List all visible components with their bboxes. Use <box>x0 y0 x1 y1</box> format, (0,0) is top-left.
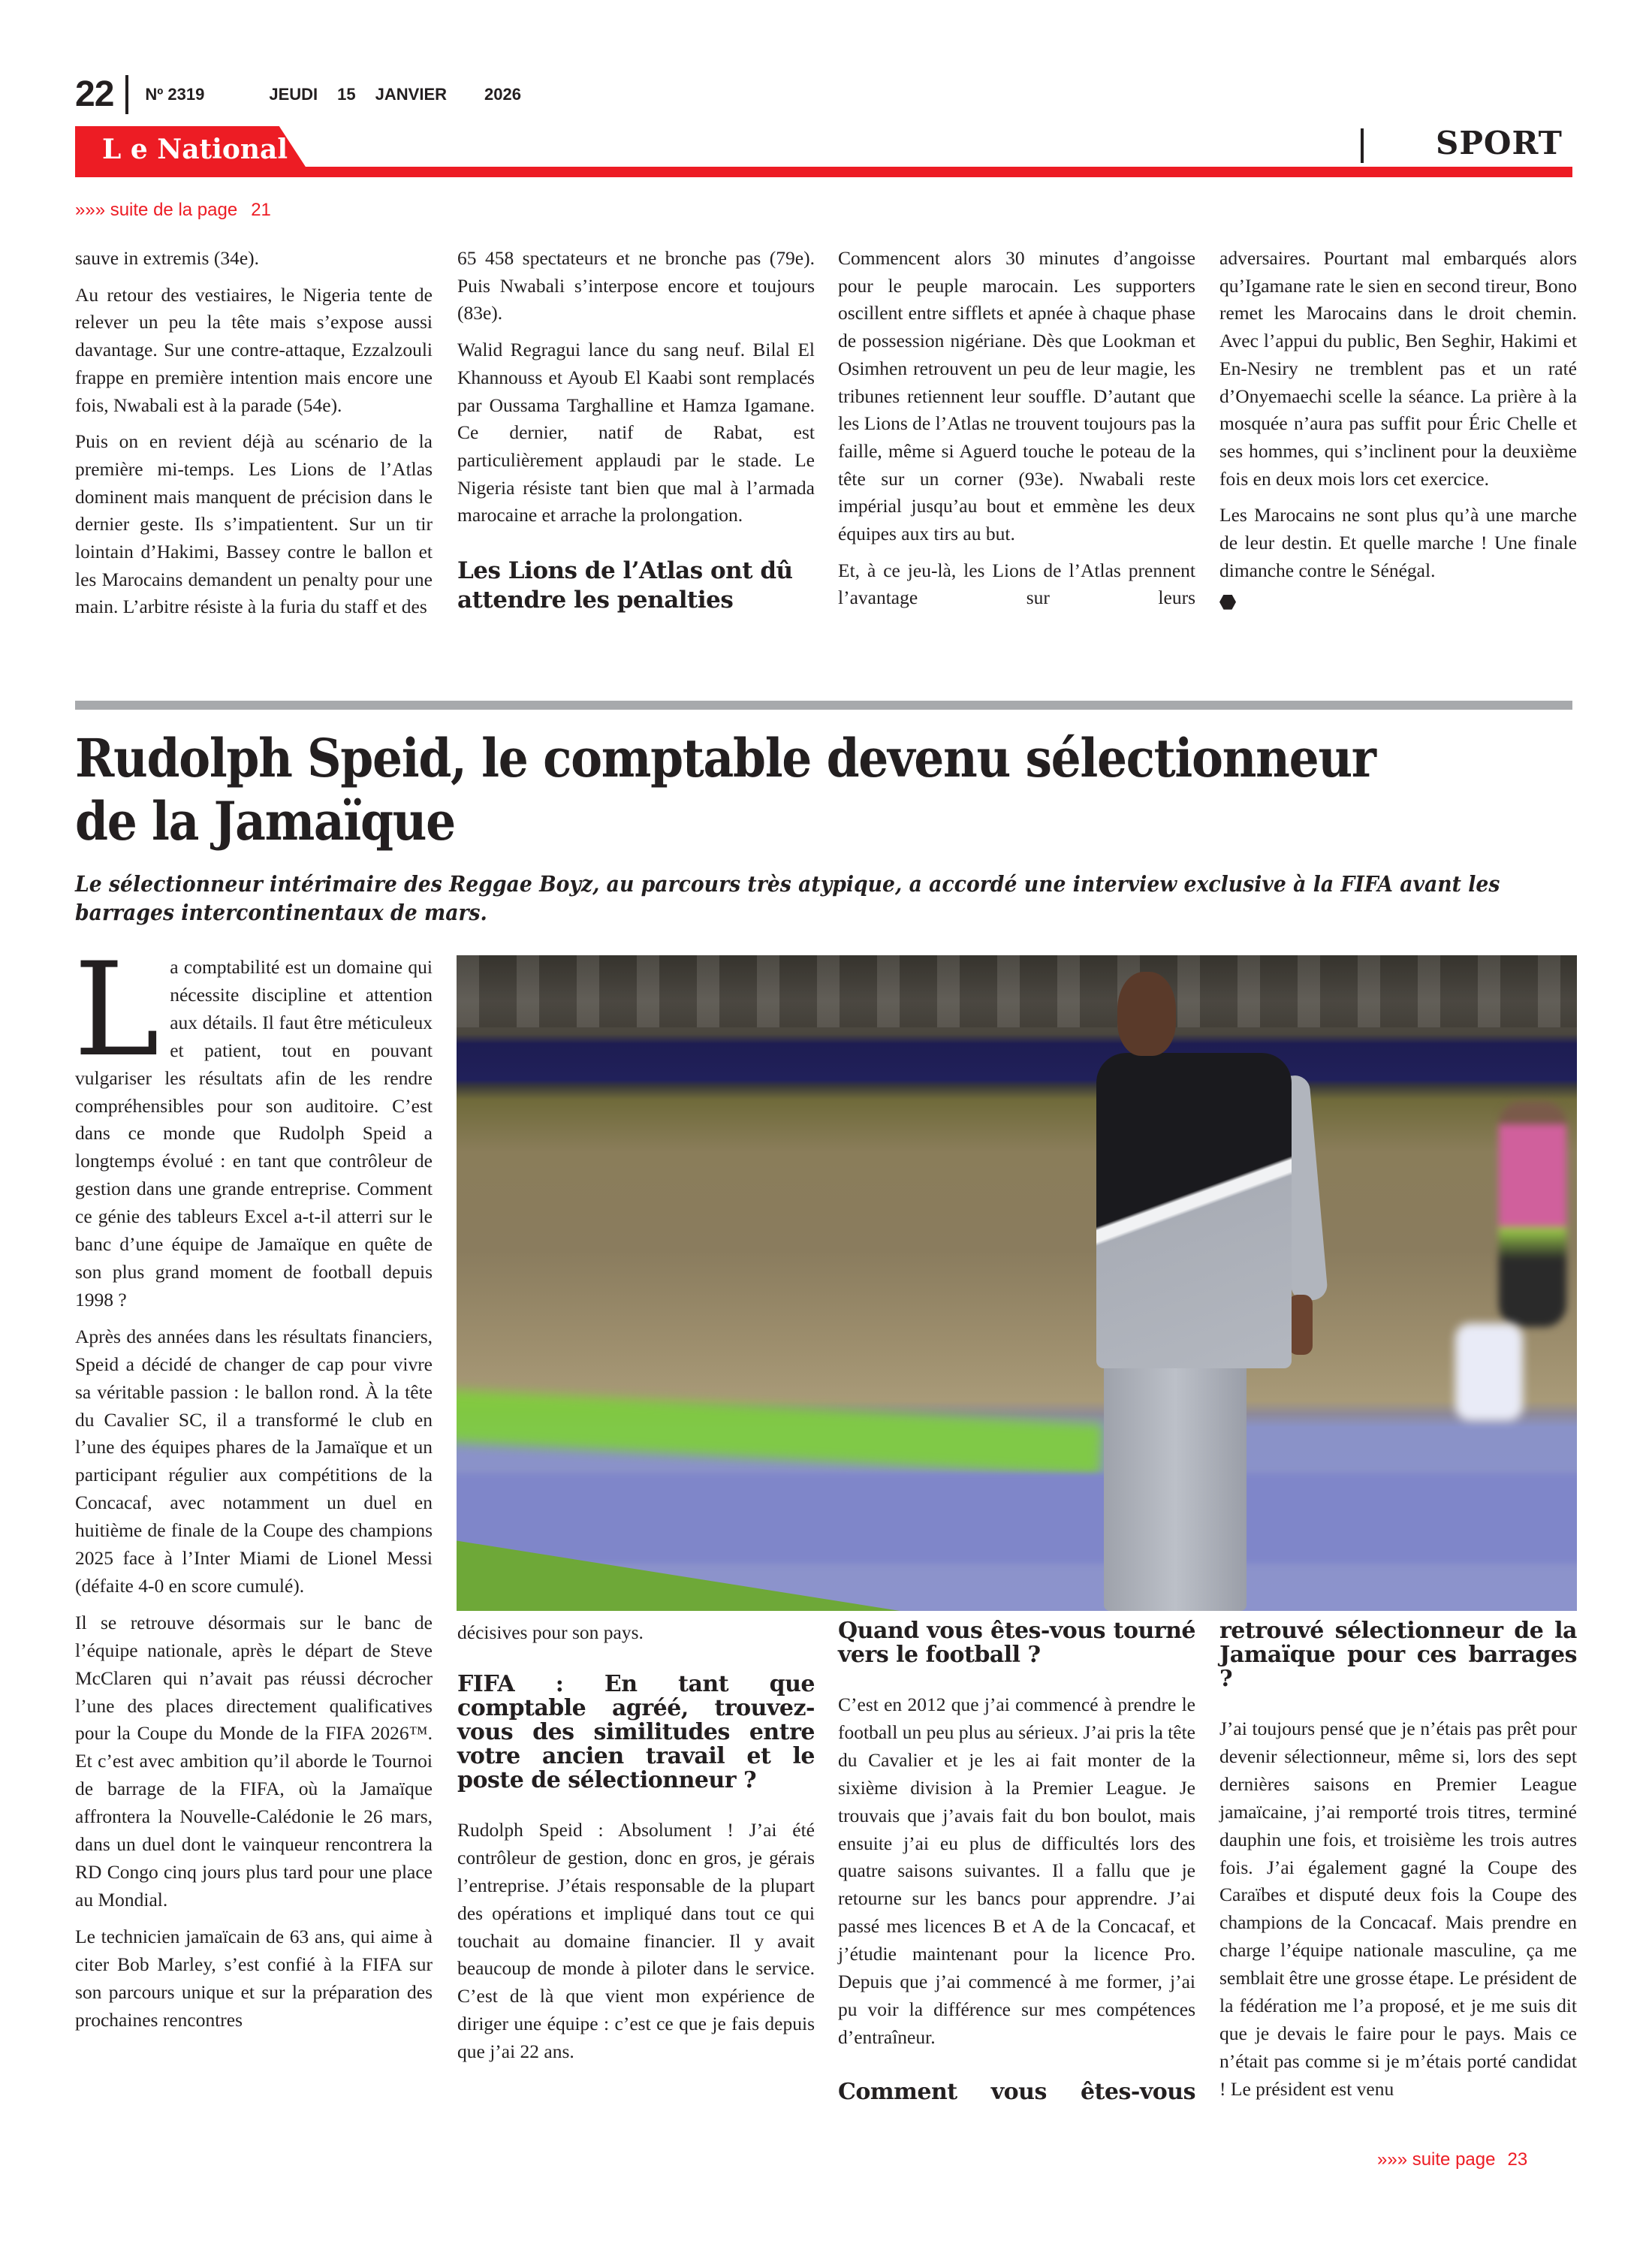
top-article-column-2 <box>457 245 815 615</box>
interview-question-2: Quand vous êtes-vous tourné vers le football ? <box>838 1618 1195 1668</box>
article-standfirst: Le sélectionneur intérimaire des Reggae Boyz, au parcours très atypique, a accordé une interview exclusive à la FIFA avant les barrages intercontinentaux de mars. <box>75 871 1500 925</box>
article-subheading: Les Lions de l’Atlas ont dû attendre les penalties <box>457 557 793 614</box>
top-article-column-1 <box>75 245 433 621</box>
continued-to-page: 23 <box>1507 2149 1528 2170</box>
paragraph: Au retour des vestiaires, le Nigeria tente de relever un peu la tête mais s’expose aussi davantage. Sur une contre-attaque, Ezzalzouli frappe en première intention mais encore une fois, Nwabali est à la parade (54e). <box>75 283 433 416</box>
main-article-column-4 <box>1219 1619 1577 2113</box>
rubric-divider <box>1361 128 1364 163</box>
coach-figure-hand <box>1289 1295 1313 1355</box>
interview-question-3-end: retrouvé sélectionneur de la Jamaïque pour ces barrages ? <box>1219 1618 1577 1692</box>
coach-figure-legs <box>1104 1353 1247 1611</box>
lead-paragraph-text: a comptabilité est un domaine qui nécessite discipline et attention aux détails. Il faut être méticuleux et patient, tout en pouvant vulgariser les résultats afin de les rendre compréhensibles pour son auditoire. C’est dans ce monde que Rudolph Speid a longtemps évolué : en tant que contrôleur de gestion dans une grande entreprise. Comment ce génie des tableurs Excel a-t-il atterri sur le banc d’une équipe de Jamaïque en quête de son plus grand moment de football depuis 1998 ? <box>75 956 433 1310</box>
continued-to-link[interactable] <box>1377 2149 1527 2170</box>
issue-number: Nº 2319 <box>145 85 205 104</box>
page-folio <box>75 74 521 116</box>
section-divider <box>75 701 1572 710</box>
paragraph: Après des années dans les résultats financiers, Speid a décidé de changer de cap pour vivre sa véritable passion : le ballon rond. À la tête du Cavalier SC, il a transformé le club en l’une des équipes phares de la Jamaïque et un participant régulier aux compétitions de la Concacaf, avec notamment un duel en huitième de finale de la Coupe des champions 2025 face à l’Inter Miami de Lionel Messi (défaite 4-0 en score cumulé). <box>75 1325 433 1597</box>
continued-from-page: 21 <box>251 200 271 220</box>
coach-figure-head <box>1117 972 1176 1056</box>
paragraph: Le technicien jamaïcain de 63 ans, qui aime à citer Bob Marley, s’est confié à la FIFA sur son parcours unique et sur la préparation des prochaines rencontres <box>75 1925 433 2031</box>
paragraph: Walid Regragui lance du sang neuf. Bilal El Khannouss et Ayoub El Kaabi sont remplacés par Oussama Targhalline et Hamza Igamane. Ce dernier, natif de Rabat, est particulièrement applaudi par le stade. Le Nigeria résiste tant bien que mal à l’armada marocaine et arrache la prolongation. <box>457 339 815 526</box>
paragraph: 65 458 spectateurs et ne bronche pas (79e). Puis Nwabali s’interpose encore et toujours (83e). <box>457 247 815 324</box>
main-article-column-1 <box>74 934 433 2043</box>
interview-question-3-start: Comment vous êtes-vous <box>838 2078 1195 2105</box>
paragraph <box>74 934 433 1314</box>
paragraph: adversaires. Pourtant mal embarqués alors qu’Igamane rate le sien en second tireur, Bono remet les Marocains dans le droit chemin. Avec l’appui du public, Ben Seghir, Hakimi et En-Nesiry ne tremblent pas et un raté d’Onyemaechi scelle la séance. La prière à la mosquée n’aura pas suffit pour Éric Chelle et ses hommes, qui s’inclinent pour la deuxième fois en deux mois lors cet exercice. <box>1219 247 1577 490</box>
background-object <box>1455 1323 1523 1421</box>
interview-question-1: FIFA : En tant que comptable agréé, trouvez-vous des similitudes entre votre ancien travail et le poste de sélectionneur ? <box>457 1670 815 1793</box>
background-player <box>1499 1102 1566 1327</box>
page-number: 22 <box>75 74 114 114</box>
continued-from-label: »»» suite de la page <box>75 200 238 220</box>
folio-divider <box>125 75 128 114</box>
interview-answer-3: J’ai toujours pensé que je n’étais pas prêt pour devenir sélectionneur, même si, lors des sept dernières saisons en Premier League jamaïcaine, j’ai remporté trois titres, terminé dauphin une fois, et troisième les trois autres fois. J’ai également gagné la Coupe des Caraïbes et disputé deux fois la Coupe des champions de la Concacaf. Mais prendre en charge l’équipe nationale masculine, ça me semblait être une grosse étape. Le président de la fédération me l’a proposé, et je me suis dit que je devais le faire pour le pays. Mais ce n’était pas comme si je m’étais porté candidat ! Le président est venu <box>1219 1718 1577 2100</box>
main-article-column-3 <box>838 1619 1195 2128</box>
paragraph: Commencent alors 30 minutes d’angoisse pour le peuple marocain. Les supporters oscillent entre sifflets et apnée à chaque phase de possession nigériane. Dès que Lookman et Osimhen retrouvent un peu de leur magie, les tribunes retiennent leur souffle. D’autant que les Lions de l’Atlas ne trouvent toujours pas la faille, même si Aguerd touche le poteau de la tête sur un corner (93e). Nwabali reste impérial jusqu’au bout et emmène les deux équipes aux tirs au but. <box>838 247 1195 545</box>
coach-figure-torso <box>1096 1053 1292 1368</box>
paragraph: Puis on en revient déjà au scénario de la première mi-temps. Les Lions de l’Atlas dominent mais manquent de précision dans le dernier geste. Ils s’impatientent. Sur un tir lointain d’Hakimi, Bassey contre le ballon et les Marocains demandent un penalty pour une main. L’arbitre résiste à la furia du staff et des <box>75 430 433 618</box>
continued-from-link[interactable] <box>75 200 271 221</box>
main-article-column-2 <box>457 1619 815 2075</box>
paragraph: sauve in extremis (34e). <box>75 247 260 269</box>
issue-year: 2026 <box>484 85 521 104</box>
issue-day: JEUDI <box>269 85 318 104</box>
continued-to-label: »»» suite page <box>1377 2149 1496 2170</box>
pitch-grass <box>457 1388 1103 1476</box>
coach-photo <box>457 955 1577 1611</box>
paragraph: décisives pour son pays. <box>457 1621 644 1643</box>
paragraph: Et, à ce jeu-là, les Lions de l’Atlas prennent l’avantage sur leurs <box>838 559 1195 609</box>
brand-rule <box>75 167 1572 177</box>
top-article-column-3 <box>838 245 1195 612</box>
paragraph: Il se retrouve désormais sur le banc de l’équipe nationale, après le départ de Steve McClaren qui n’avait pas réussi décrocher l’une des places directement qualificatives pour la Coupe du Monde de la FIFA 2026™. Et c’est avec ambition qu’il aborde le Tournoi de barrage de la FIFA, où la Jamaïque affrontera la Nouvelle-Calédonie le 26 mars, dans un duel dont le vainqueur rencontrera la RD Congo cinq jours plus tard pour une place au Mondial. <box>75 1611 433 1911</box>
interview-answer-2: C’est en 2012 que j’ai commencé à prendre le football un peu plus au sérieux. J’ai pris la tête du Cavalier et je les ai fait monter de la sixième division à la Premier League. Je trouvais que j’avais fait du bon boulot, mais ensuite j’ai eu plus de difficultés lors des quatre saisons suivantes. Il a fallu que je retourne sur les bancs pour apprendre. J’ai passé mes licences B et A de la Concacaf, et j’étudie maintenant pour la licence Pro. Depuis que j’ai commencé à me former, j’ai pu voir la différence sur mes compétences d’entraîneur. <box>838 1694 1195 2048</box>
issue-month: JANVIER <box>375 85 448 104</box>
newspaper-logo: L e National <box>102 134 288 165</box>
interview-answer-1: Rudolph Speid : Absolument ! J’ai été contrôleur de gestion, donc en gros, je gérais l’entreprise. J’étais responsable de la plupart des opérations et impliqué dans tout ce qui touchait au domaine financier. Il y avait beaucoup de monde à piloter dans le service. C’est de là que vient mon expérience de diriger une équipe : c’est ce que je fais depuis que j’ai 22 ans. <box>457 1818 815 2063</box>
hexagon-end-mark-icon <box>1219 595 1236 610</box>
running-track <box>457 1473 1577 1564</box>
stadium-stands <box>457 955 1577 1027</box>
paragraph: Les Marocains ne sont plus qu’à une marche de leur destin. Et quelle marche ! Une finale dimanche contre le Sénégal. <box>1219 504 1577 581</box>
section-rubric: SPORT <box>1436 125 1563 161</box>
issue-date-number: 15 <box>337 85 356 104</box>
article-headline: Rudolph Speid, le comptable devenu sélectionneur de la Jamaïque <box>75 727 1376 852</box>
drop-cap: L <box>74 934 160 1085</box>
top-article-column-4 <box>1219 245 1577 612</box>
